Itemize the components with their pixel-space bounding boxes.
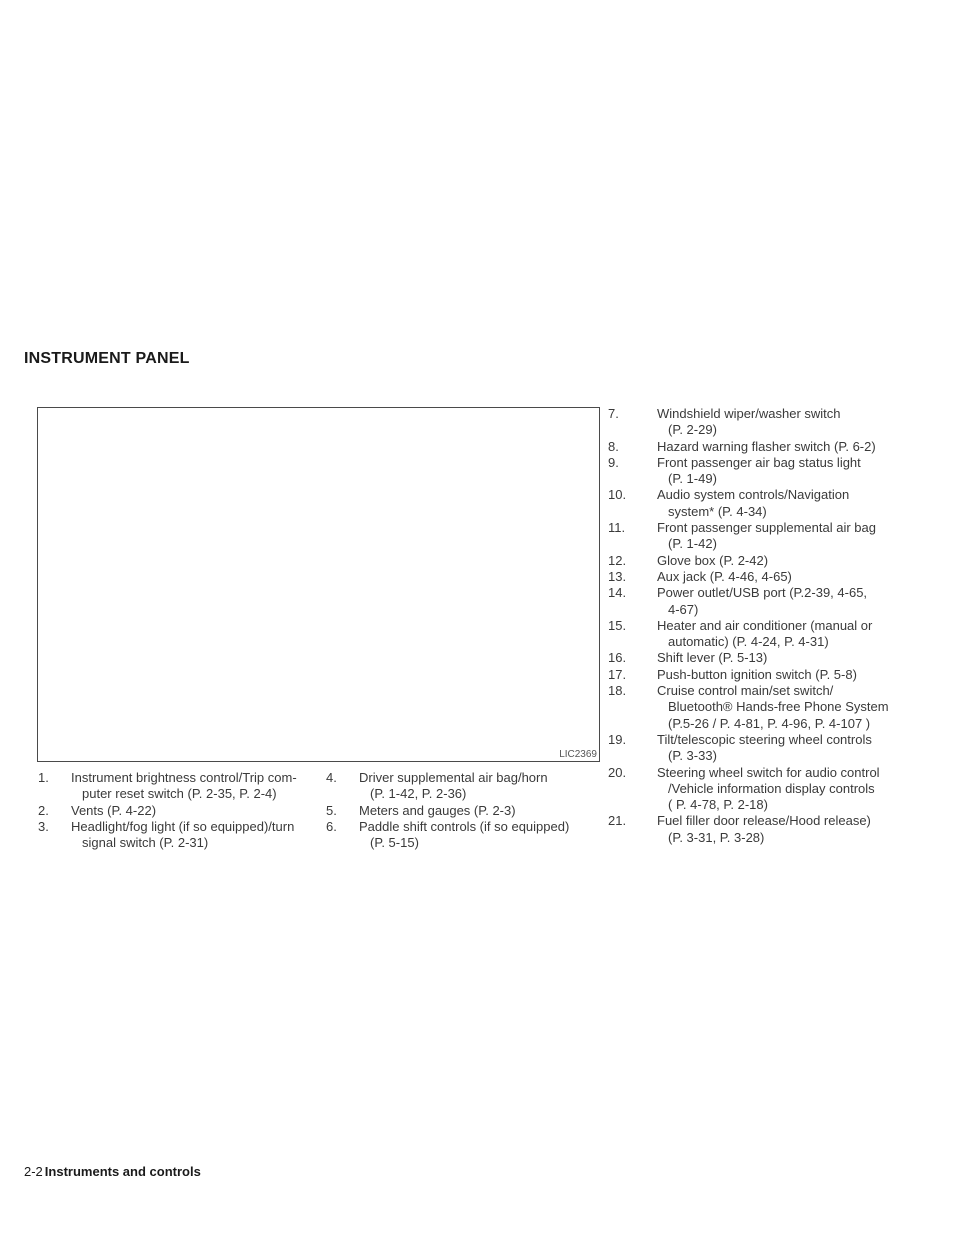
figure-illustration [37, 407, 600, 762]
chapter-title: Instruments and controls [44, 1164, 201, 1179]
legend-item [38, 770, 323, 803]
item-text: Shift lever (P. 5-13) [657, 650, 768, 666]
item-text: Paddle shift controls (if so equipped) [359, 818, 570, 834]
item-number: 20. [608, 764, 627, 780]
item-text: Hazard warning flasher switch (P. 6-2) [657, 438, 876, 454]
legend-item [608, 765, 903, 814]
legend-item [608, 553, 903, 569]
item-text: Push-button ignition switch (P. 5-8) [657, 666, 857, 682]
item-number: 18. [608, 683, 627, 699]
item-number: 13. [608, 568, 627, 584]
item-text-continued: (P. 1-42, P. 2-36) [370, 786, 467, 802]
item-text-continued: (P. 1-49) [668, 471, 717, 487]
item-number: 21. [608, 813, 627, 829]
item-text: Glove box (P. 2-42) [657, 552, 769, 568]
item-text-continued: (P. 1-42) [668, 536, 717, 552]
item-number: 9. [608, 454, 619, 470]
legend-list-col3 [608, 406, 903, 846]
legend-item [326, 819, 601, 852]
item-text-continued: ( P. 4-78, P. 2-18) [668, 797, 768, 813]
item-number: 7. [608, 406, 619, 421]
legend-item [608, 569, 903, 585]
item-number: 6. [326, 818, 337, 834]
item-text: Windshield wiper/washer switch [657, 406, 841, 421]
legend-item [608, 813, 903, 846]
legend-item [608, 667, 903, 683]
item-text: Tilt/telescopic steering wheel controls [657, 731, 872, 747]
item-text: Vents (P. 4-22) [71, 802, 157, 818]
item-number: 16. [608, 650, 627, 666]
legend-item [608, 683, 903, 732]
item-number: 15. [608, 617, 627, 633]
item-text-continued: (P. 3-33) [668, 748, 717, 764]
item-text: Cruise control main/set switch/ [657, 683, 834, 699]
item-text: Instrument brightness control/Trip com- [71, 770, 297, 785]
legend-item [326, 803, 601, 819]
item-text: Headlight/fog light (if so equipped)/turn [71, 818, 295, 834]
item-text-continued: /Vehicle information display controls [668, 780, 875, 796]
item-number: 2. [38, 802, 49, 818]
legend-item [608, 439, 903, 455]
item-number: 11. [608, 520, 626, 536]
legend-item [608, 650, 903, 666]
item-text: Audio system controls/Navigation [657, 487, 850, 503]
legend-item [608, 406, 903, 439]
legend-item [608, 520, 903, 553]
item-text-continued: (P. 2-29) [668, 422, 717, 438]
legend-list-col2 [326, 770, 601, 851]
item-text: Fuel filler door release/Hood release) [657, 813, 871, 829]
legend-item [608, 585, 903, 618]
legend-item [608, 487, 903, 520]
item-text: Meters and gauges (P. 2-3) [359, 802, 516, 818]
item-text-continued: (P.5-26 / P. 4-81, P. 4-96, P. 4-107 ) [668, 715, 871, 731]
page-number: 2-2 [24, 1164, 43, 1179]
item-number: 5. [326, 802, 337, 818]
item-number: 3. [38, 818, 49, 834]
item-text-continued: signal switch (P. 2-31) [82, 835, 209, 851]
legend-list-col1 [38, 770, 323, 851]
section-title: INSTRUMENT PANEL [24, 350, 190, 367]
item-number: 14. [608, 585, 627, 601]
item-number: 8. [608, 438, 619, 454]
item-text: Steering wheel switch for audio control [657, 764, 880, 780]
item-text: Front passenger air bag status light [657, 454, 861, 470]
legend-item [38, 819, 323, 852]
legend-item [38, 803, 323, 819]
item-number: 10. [608, 487, 627, 503]
legend-item [608, 732, 903, 765]
item-number: 17. [608, 666, 627, 682]
legend-item [608, 455, 903, 488]
item-text-continued: automatic) (P. 4-24, P. 4-31) [668, 634, 829, 650]
figure-code: LIC2369 [559, 749, 597, 760]
item-text: Heater and air conditioner (manual or [657, 617, 873, 633]
item-text: Driver supplemental air bag/horn [359, 770, 548, 785]
item-text: Aux jack (P. 4-46, 4-65) [657, 568, 792, 584]
page-footer [24, 1164, 201, 1179]
item-number: 1. [38, 770, 49, 785]
item-number: 12. [608, 552, 627, 568]
legend-item [326, 770, 601, 803]
item-text: Power outlet/USB port (P.2-39, 4-65, [657, 585, 868, 601]
item-text-continued: system* (P. 4-34) [668, 503, 767, 519]
item-text: Front passenger supplemental air bag [657, 520, 876, 536]
item-number: 4. [326, 770, 337, 785]
legend-item [608, 618, 903, 651]
item-number: 19. [608, 731, 627, 747]
item-text-continued: 4-67) [668, 601, 699, 617]
item-text-continued: Bluetooth® Hands-free Phone System [668, 699, 889, 715]
item-text-continued: (P. 3-31, P. 3-28) [668, 829, 765, 845]
item-text-continued: (P. 5-15) [370, 835, 419, 851]
item-text-continued: puter reset switch (P. 2-35, P. 2-4) [82, 786, 277, 802]
